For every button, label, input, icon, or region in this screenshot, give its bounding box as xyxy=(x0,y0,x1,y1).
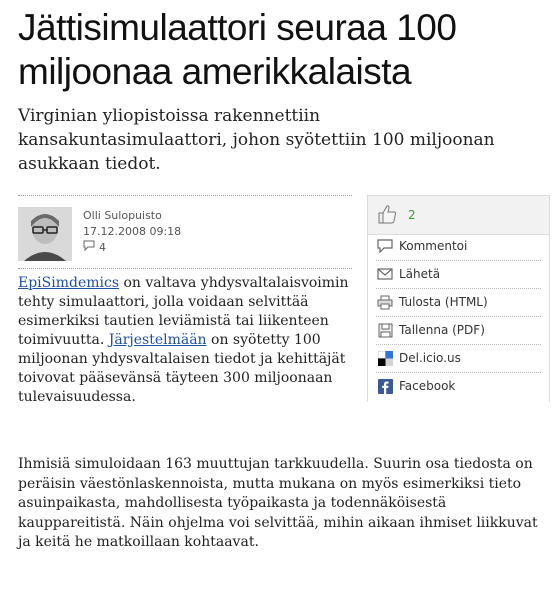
article-lead: Virginian yliopistoissa rakennettiin kansakuntasimulaattori, johon syötettiin 100 miljoonan asukkaan tiedot. xyxy=(18,106,495,174)
delicious-label: Del.icio.us xyxy=(399,351,461,365)
facebook-label: Facebook xyxy=(399,379,456,393)
send-button[interactable] xyxy=(368,261,549,287)
episimdemics-link[interactable]: EpiSimdemics xyxy=(18,275,120,291)
print-button[interactable] xyxy=(368,289,549,315)
save-pdf-label: Tallenna (PDF) xyxy=(399,323,485,337)
comment-icon xyxy=(376,237,394,255)
article-tools-sidebar xyxy=(367,195,550,402)
facebook-icon xyxy=(376,377,394,395)
author-avatar xyxy=(18,207,72,261)
save-pdf-button[interactable] xyxy=(368,317,549,343)
thumbs-up-icon[interactable] xyxy=(376,203,398,229)
article-headline: Jättisimulaattori seuraa 100 miljoonaa amerikkalaista xyxy=(18,7,457,92)
print-label: Tulosta (HTML) xyxy=(399,295,488,309)
divider xyxy=(18,195,352,196)
jarjestelmaan-link[interactable]: Järjestelmään xyxy=(108,332,207,348)
paragraph-3: Ihmisiä simuloidaan 163 muuttujan tarkkuudella. Suurin osa tiedosta on peräisin väestönlaskennoista, mutta mukana on myös esimerkiksi tieto asuinpaikasta, mahdollisesta työpaikasta ja todennäköisestä kauppareitistä. Näin ohjelma voi selvittää, mihin aikaan ihmiset liikkuvat ja keitä he matkoillaan kohtaavat. xyxy=(18,456,538,550)
paragraph-1 xyxy=(18,274,353,407)
facebook-button[interactable] xyxy=(368,373,549,399)
printer-icon xyxy=(376,293,394,311)
comment-button[interactable] xyxy=(368,233,549,259)
comment-icon xyxy=(83,240,95,256)
delicious-icon xyxy=(376,349,394,367)
save-icon xyxy=(376,321,394,339)
send-label: Lähetä xyxy=(399,267,441,281)
envelope-icon xyxy=(376,265,394,283)
author-box xyxy=(18,207,348,263)
comment-label: Kommentoi xyxy=(399,239,468,253)
like-count: 2 xyxy=(408,208,416,222)
publish-date: 17.12.2008 09:18 xyxy=(83,225,182,238)
comment-count-value: 4 xyxy=(99,241,106,254)
delicious-button[interactable] xyxy=(368,345,549,371)
like-box[interactable] xyxy=(368,195,549,235)
comment-count[interactable] xyxy=(83,240,181,256)
author-name[interactable]: Olli Sulopuisto xyxy=(83,209,162,222)
paragraph-2-text: on syötetty 100 miljoonan yhdysvaltalaisen tiedot ja kehittäjät toivovat pääsevänsä täyteen 300 miljoonaan tulevaisuudessa. xyxy=(18,332,346,405)
divider xyxy=(18,268,352,269)
paragraph-1-text: on valtava yhdysvaltalaisvoimin tehty simulaattori, jolla voidaan selvittää esimerkiksi tautien leviämistä tai liikenteen toimivuutta. xyxy=(18,275,349,348)
